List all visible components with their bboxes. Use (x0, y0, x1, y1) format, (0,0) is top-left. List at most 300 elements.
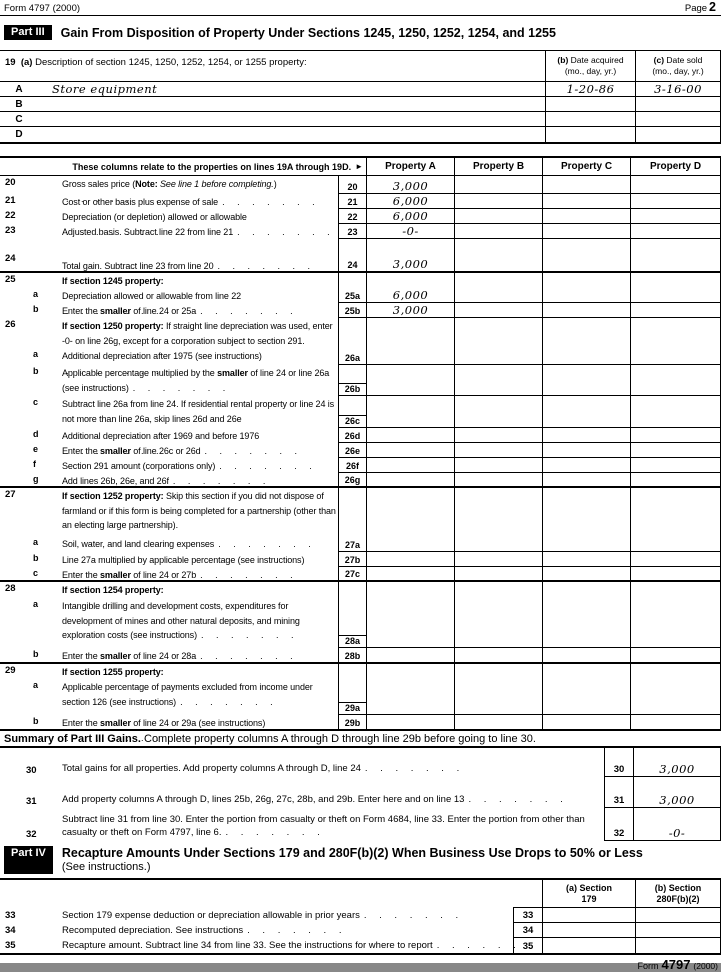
line-26d-row (0, 428, 721, 443)
line-spacer-row (0, 239, 721, 252)
line-label (62, 808, 604, 841)
property-d-cell (630, 428, 721, 443)
total-amount-value: 3,000 (659, 762, 695, 776)
property-b-cell (454, 348, 542, 365)
property-c-cell (542, 365, 630, 396)
date-acquired-cell (545, 82, 635, 96)
date-acquired-cell (545, 97, 635, 111)
total-amount-cell (633, 808, 721, 841)
property-c-cell (542, 567, 630, 580)
property-d-cell (630, 679, 721, 715)
property-letter: B (15, 99, 23, 110)
line-label (62, 648, 338, 662)
line-23-row (0, 224, 721, 239)
col-c-prefix: (c) (653, 55, 665, 65)
line-label (62, 582, 338, 598)
line-number-box: 31 (604, 777, 633, 808)
property-d-cell (630, 715, 721, 729)
property-a-cell (366, 598, 454, 648)
line-number-box (338, 288, 366, 303)
line-label (62, 176, 338, 194)
line-label (62, 598, 338, 648)
property-c-cell (542, 252, 630, 271)
leader-dots (222, 195, 320, 210)
footer-form-word: Form (637, 961, 659, 971)
property-b-cell (454, 536, 542, 552)
line-number-box (338, 598, 366, 648)
property-a-cell (366, 443, 454, 458)
label-text: Enter the (62, 446, 101, 456)
property-b-cell (454, 567, 542, 580)
label-text: Subtract line 26a from line 24. If residential rental property or line 24 is not more than line 26a, skip lines 26d and 26e (62, 399, 335, 424)
date-sold-cell (635, 82, 721, 96)
line-label (62, 715, 338, 729)
property-d-cell (630, 303, 721, 318)
section-179-cell (542, 923, 635, 938)
col-c-text: Date sold (664, 55, 703, 65)
columns-note (0, 158, 366, 175)
line-number: 20 (347, 182, 358, 192)
line-number-gutter: 21 (5, 195, 16, 206)
leader-dots (218, 537, 316, 552)
entry-value: -0- (402, 224, 419, 238)
line-number-gutter: 23 (5, 225, 16, 236)
property-b-cell (454, 598, 542, 648)
label-text: Recapture amount. Subtract line 34 from line 33. See the instructions for where to report (62, 940, 433, 951)
property-b-cell (454, 224, 542, 239)
line-label (62, 473, 338, 486)
property-c-cell (542, 288, 630, 303)
property-a-cell (366, 318, 454, 348)
leader-dots (200, 304, 298, 319)
entry-value: 3,000 (392, 179, 429, 193)
property-b-cell (454, 176, 542, 194)
line-number-box (338, 239, 366, 252)
property-lines (0, 176, 721, 731)
label-text: of line 24 or 27b (130, 570, 197, 580)
property-c-cell (542, 428, 630, 443)
leader-dots (364, 910, 463, 921)
property-a-cell (366, 348, 454, 365)
property-c-cell (542, 194, 630, 209)
property-d-cell (630, 209, 721, 224)
page-number: 2 (709, 0, 716, 14)
line-25-row (0, 273, 721, 288)
leader-dots (133, 381, 231, 396)
section-280f-col-header (635, 880, 721, 908)
property-a-cell (366, 303, 454, 318)
summary-line-31-row (0, 777, 721, 808)
line-number-box (338, 224, 366, 239)
property-description-cell (38, 82, 545, 96)
property-c-cell (542, 224, 630, 239)
line-24-row (0, 252, 721, 273)
property-row-D (0, 127, 721, 142)
label-bold: If section 1254 property: (62, 585, 164, 595)
summary-rows (0, 748, 721, 841)
property-b-cell (454, 194, 542, 209)
summary-title-bold: Summary of Part III Gains. (4, 733, 141, 745)
line-label (62, 777, 604, 808)
property-columns-table (0, 156, 721, 731)
property-a-cell (366, 458, 454, 473)
line-number-box: 30 (604, 748, 633, 777)
line-20-row (0, 176, 721, 194)
property-d-cell (630, 648, 721, 662)
line-28a-row (0, 598, 721, 648)
line-label (62, 239, 338, 252)
property-b-cell (454, 288, 542, 303)
property-a-cell (366, 648, 454, 662)
property-a-cell (366, 715, 454, 729)
line-label (62, 273, 338, 288)
col-a-prefix: (a) (20, 57, 33, 68)
property-b-cell (454, 239, 542, 252)
label-text: Applicable percentage of payments excluded from income under section 126 (see instructions) (62, 682, 313, 707)
label-text: Adjusted basis. Subtract line 22 from line 21 (62, 227, 234, 237)
property-d-cell (630, 224, 721, 239)
label-text: Add lines 26b, 26e, and 26f (62, 476, 169, 486)
line-number-gutter (0, 239, 62, 252)
label-text: Additional depreciation after 1975 (see instructions) (62, 351, 262, 361)
leader-dots (201, 628, 299, 643)
property-d-cell (630, 582, 721, 598)
property-c-cell (542, 396, 630, 428)
line-number-gutter: 22 (5, 210, 16, 221)
leader-dots (468, 793, 567, 806)
property-c-cell (542, 318, 630, 348)
property-c-cell (542, 715, 630, 729)
property-a-cell (366, 567, 454, 580)
property-c-cell (542, 239, 630, 252)
property-c-cell (542, 443, 630, 458)
line-number-gutter: c (33, 568, 39, 578)
line-label (62, 288, 338, 303)
property-a-cell (366, 664, 454, 679)
leader-dots (219, 459, 317, 474)
property-a-cell (366, 552, 454, 567)
leader-dots (218, 259, 316, 274)
label-bold: smaller (100, 570, 131, 580)
section-179-cell (542, 938, 635, 953)
line-label (62, 664, 338, 679)
label-text: Applicable percentage multiplied by the (62, 368, 218, 378)
line-number-gutter: 30 (26, 765, 37, 776)
property-a-cell (366, 365, 454, 396)
section-179-cell (542, 908, 635, 923)
line-label (62, 536, 338, 552)
col-b-text: Date acquired (568, 55, 624, 65)
line-27c-row (0, 567, 721, 582)
property-c-cell (542, 552, 630, 567)
date-acquired-cell (545, 127, 635, 142)
line-number-box (338, 582, 366, 598)
label-text: Enter the (62, 651, 101, 661)
line-number-box (338, 536, 366, 552)
property-b-cell (454, 664, 542, 679)
property-b-cell (454, 396, 542, 428)
line-number: 26e (344, 446, 361, 456)
line-number-gutter: 34 (5, 925, 16, 936)
property-d-cell (630, 536, 721, 552)
total-amount-value: 3,000 (659, 793, 695, 807)
line-number: 26c (339, 415, 366, 426)
line-number-box (338, 176, 366, 194)
line-label (62, 252, 338, 271)
form-id: Form 4797 (2000) (4, 3, 81, 14)
line-number-box (338, 552, 366, 567)
line-number: 26a (344, 353, 361, 363)
col-b-line1: (b) Section (654, 883, 702, 893)
label-text: Cost or other basis plus expense of sale (62, 197, 219, 207)
line-label (62, 443, 338, 458)
line-22-row (0, 209, 721, 224)
line-26f-row (0, 458, 721, 473)
line-number-box (338, 567, 366, 580)
line-label (62, 428, 338, 443)
leader-dots (237, 225, 335, 240)
line-29b-row (0, 715, 721, 731)
entry-value: 3,000 (392, 303, 429, 317)
line-26c-row (0, 396, 721, 428)
line-26e-row (0, 443, 721, 458)
property-a-cell (366, 273, 454, 288)
part4-subtitle: (See instructions.) (61, 861, 151, 873)
line-number-gutter: a (33, 289, 39, 299)
label-text: Additional depreciation after 1969 and before 1976 (62, 431, 260, 441)
property-d-cell (630, 194, 721, 209)
line-number-gutter: 24 (5, 253, 16, 264)
line-number-box (338, 664, 366, 679)
line-number-gutter: 28 (5, 583, 16, 594)
property-b-cell (454, 715, 542, 729)
line-27b-row (0, 552, 721, 567)
line-label (62, 318, 338, 348)
leader-dots (205, 444, 303, 459)
property-d-cell (630, 348, 721, 365)
property-row-B (0, 97, 721, 112)
line-label (62, 303, 338, 318)
line-number-box (338, 428, 366, 443)
property-b-cell (454, 473, 542, 486)
property-a-cell (366, 224, 454, 239)
line-number: 27c (344, 569, 361, 579)
label-text: of line 26c or 26d (130, 446, 201, 456)
line-number-box (338, 318, 366, 348)
property-d-cell (630, 664, 721, 679)
property-a-cell (366, 428, 454, 443)
property-b-cell (454, 552, 542, 567)
label-text: Skip this section if you did not dispose of farmland or if this form is being completed for a partnership (other than an electing large partnership). (62, 491, 336, 530)
property-columns-header-row (0, 158, 721, 176)
recapture-line-34-row (0, 923, 721, 938)
line-number-gutter: d (33, 429, 39, 439)
property-b-cell (454, 252, 542, 271)
property-a-cell (366, 582, 454, 598)
part3-badge: Part III (4, 25, 52, 40)
property-letter: C (15, 114, 23, 125)
property-c-cell (542, 176, 630, 194)
line-label (62, 396, 338, 428)
part4-title: Recapture Amounts Under Sections 179 and 280F(b)(2) When Business Use Drops to 50% or Less (61, 846, 643, 860)
label-text: Soil, water, and land clearing expenses (62, 539, 215, 549)
leader-dots (180, 695, 278, 710)
col-date-sold-header (635, 51, 721, 81)
line-label (62, 908, 513, 923)
col-c-sub: (mo., day, yr.) (652, 65, 704, 76)
right-arrow-icon: ► (355, 162, 363, 171)
col-description-header (0, 51, 545, 81)
label-text (62, 762, 464, 775)
line-29-row (0, 664, 721, 679)
label-text: If straight line depreciation was used, enter -0- on line 26g, except for a corporation subject to section 291. (62, 321, 333, 346)
property-c-cell (542, 536, 630, 552)
property-d-cell (630, 365, 721, 396)
property-b-cell (454, 303, 542, 318)
label-bold: If section 1250 property: (62, 321, 164, 331)
line-number: 26b (339, 383, 366, 394)
property-d-cell (630, 458, 721, 473)
recapture-header-spacer (0, 880, 513, 908)
line-label (62, 194, 338, 209)
line-27a-row (0, 536, 721, 552)
line-label (62, 348, 338, 365)
line-number: 24 (347, 260, 358, 270)
property-description-table (0, 50, 721, 144)
col-date-acquired-header (545, 51, 635, 81)
label-text: Depreciation (or depletion) allowed or allowable (62, 212, 247, 222)
part4-titles (62, 846, 643, 874)
property-b-header: Property B (454, 158, 542, 175)
label-text: Subtract line 31 from line 30. Enter the portion from casualty or theft on Form 4684, line 33. Enter the portion from other than casualty or theft on Form 4797, line 6. (62, 814, 585, 838)
columns-note-text: These columns relate to the properties on lines 19A through 19D. (72, 161, 352, 172)
line-number: 28a (339, 635, 366, 646)
entry-value: 3,000 (392, 257, 429, 271)
line-number-box (338, 715, 366, 729)
line-number-gutter: b (33, 716, 39, 726)
label-bold: smaller (100, 306, 131, 316)
line-number-box (338, 348, 366, 365)
line-number-box (338, 458, 366, 473)
property-d-cell (630, 239, 721, 252)
line-number-gutter: e (33, 444, 39, 454)
page-footer (0, 955, 721, 972)
table19-rows (0, 82, 721, 142)
col-b-sub: (mo., day, yr.) (564, 65, 617, 76)
label-text: Section 291 amount (corporations only) (62, 461, 216, 471)
line-number: 21 (347, 197, 358, 207)
part4-heading (4, 846, 721, 874)
label-bold: smaller (100, 446, 131, 456)
label-text: Total gain. Subtract line 23 from line 20 (62, 261, 214, 271)
property-a-cell (366, 536, 454, 552)
line-number-box (338, 194, 366, 209)
total-amount-cell (633, 777, 721, 808)
property-description-cell (38, 127, 545, 142)
property-b-cell (454, 365, 542, 396)
col-a-text: Description of section 1245, 1250, 1252, 1254, or 1255 property: (32, 57, 307, 68)
part3-heading (4, 23, 721, 42)
property-d-cell (630, 318, 721, 348)
line-number: 22 (347, 212, 358, 222)
label-text: Enter the (62, 570, 101, 580)
footer-form-number: 4797 (661, 957, 691, 972)
section-280f-cell (635, 908, 721, 923)
total-amount-value: -0- (668, 826, 686, 840)
section-179-col-header (542, 880, 635, 908)
line-number: 25a (344, 291, 361, 301)
date-sold-cell (635, 97, 721, 111)
line-number-gutter: 35 (5, 940, 16, 951)
label-text (62, 813, 600, 839)
line-number-box (338, 273, 366, 288)
summary-line-32-row (0, 808, 721, 841)
property-d-cell (630, 252, 721, 271)
col-b-line2: 280F(b)(2) (656, 894, 700, 904)
part4-badge: Part IV (4, 846, 53, 874)
line-label (62, 567, 338, 580)
label-text: Total gains for all properties. Add property columns A through D, line 24 (62, 763, 361, 774)
line-26-row (0, 318, 721, 348)
property-a-cell (366, 288, 454, 303)
line-number-gutter: 27 (5, 489, 16, 500)
part3-title: Gain From Disposition of Property Under Sections 1245, 1250, 1252, 1254, and 1255 (60, 25, 556, 40)
line-number-gutter: a (33, 537, 39, 547)
property-d-cell (630, 552, 721, 567)
label-text: of line 24 or 29a (see instructions) (130, 718, 266, 728)
recapture-line-35-row (0, 938, 721, 953)
line-number: 26f (345, 461, 359, 471)
property-a-cell (366, 194, 454, 209)
label-bold: Note: (135, 179, 158, 189)
line-number-box (338, 648, 366, 662)
property-d-cell (630, 176, 721, 194)
line-number-gutter: a (33, 599, 39, 609)
entry-value: 6,000 (392, 288, 429, 302)
leader-dots (225, 826, 324, 839)
line-number-gutter: a (33, 680, 39, 690)
property-d-cell (630, 396, 721, 428)
property-a-cell (366, 679, 454, 715)
line-number-box (338, 488, 366, 536)
property-a-cell (366, 176, 454, 194)
line-number-gutter: 33 (5, 910, 16, 921)
recapture-header-gap (513, 880, 542, 908)
date-acquired-value: 1-20-86 (566, 82, 615, 96)
section-280f-cell (635, 923, 721, 938)
property-b-cell (454, 209, 542, 224)
line-label (62, 938, 513, 953)
line-25b-row (0, 303, 721, 318)
property-d-cell (630, 473, 721, 486)
date-sold-cell (635, 112, 721, 126)
property-d-header: Property D (630, 158, 721, 175)
line-number-gutter: 29 (5, 665, 16, 676)
property-c-cell (542, 664, 630, 679)
label-text: Gross sales price ( (62, 179, 136, 189)
summary-title-rest: Complete property columns A through D through line 29b before going to line 30. (140, 733, 536, 745)
recapture-line-33-row (0, 908, 721, 923)
line-number: 26g (344, 475, 361, 485)
line-number: 26d (344, 431, 361, 441)
page-indicator (685, 0, 716, 14)
col-a-line1: (a) Section (565, 883, 612, 893)
property-description-cell (38, 112, 545, 126)
property-a-cell (366, 488, 454, 536)
label-italic: See line 1 before completing. (157, 179, 274, 189)
property-c-cell (542, 598, 630, 648)
property-c-cell (542, 303, 630, 318)
